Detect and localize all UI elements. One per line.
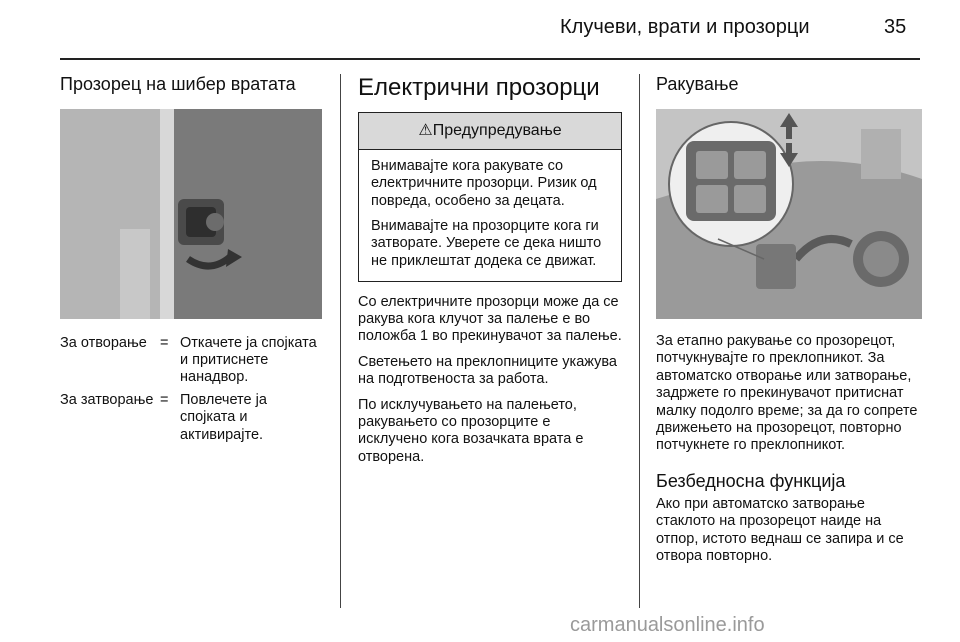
warning-body	[359, 150, 621, 281]
warning-paragraph: Внимавајте на прозорците кога ги затворате. Уверете се дека ништо не приклештат додека се движат.	[371, 217, 602, 269]
definition-term: За отворање	[60, 335, 147, 351]
warning-paragraph: Внимавајте кога ракувате со електричните прозорци. Ризик од повреда, особено за децата.	[371, 157, 597, 209]
header-rule	[60, 58, 920, 60]
body-paragraph: Ако при автоматско затворање стаклото на прозорецот наиде на отпор, истото веднаш се запира и се отвора повторно.	[656, 495, 904, 564]
watermark: carmanualsonline.info	[570, 614, 765, 636]
window-switch-figure	[656, 109, 922, 319]
section-title: Електрични прозорци	[358, 74, 600, 101]
body-paragraph: Со електричните прозорци може да се ракува кога клучот за палење е во положба 1 во прекинувачот за палење.	[358, 293, 622, 345]
warning-header	[359, 113, 621, 150]
definition-list	[60, 335, 322, 444]
definition-row	[60, 335, 322, 386]
definition-row	[60, 392, 322, 443]
definition-equals: =	[160, 392, 169, 409]
body-paragraph: По исклучувањето на палењето, ракувањето со прозорците е исклучено кога возачката врата е отворена.	[358, 396, 584, 465]
column-divider	[639, 74, 640, 608]
section-title: Прозорец на шибер вратата	[60, 74, 296, 94]
definition-description: Повлечете ја спојката и активирајте.	[180, 392, 267, 443]
warning-box	[358, 112, 622, 282]
column-divider	[340, 74, 341, 608]
section-title: Ракување	[656, 74, 739, 94]
definition-term: За затворање	[60, 392, 154, 409]
section-power-windows	[358, 74, 622, 474]
page-number: 35	[884, 16, 907, 38]
section-sliding-door-window	[60, 74, 322, 450]
body-paragraph: Светењето на преклопниците укажува на подготвеноста за работа.	[358, 353, 617, 388]
warning-title: Предупредување	[432, 122, 562, 139]
page-header-title: Клучеви, врати и прозорци	[560, 16, 810, 38]
subsection-title: Безбедносна функција	[656, 470, 846, 491]
sliding-door-latch-figure	[60, 109, 322, 319]
body-paragraph: За етапно ракување со прозорецот, потчукнувајте го преклопникот. За автоматско отворање или затворање, задржете го прекинувачот притиснат малку подолго време; за да го сопрете движењето на прозорецот, повторно потчукнете го преклопникот.	[656, 333, 918, 454]
definition-description: Откачете ја спојката и притиснете нанадвор.	[180, 335, 317, 386]
warning-triangle-icon: ⚠	[418, 122, 433, 139]
definition-equals: =	[160, 335, 169, 351]
section-operation	[656, 74, 922, 573]
